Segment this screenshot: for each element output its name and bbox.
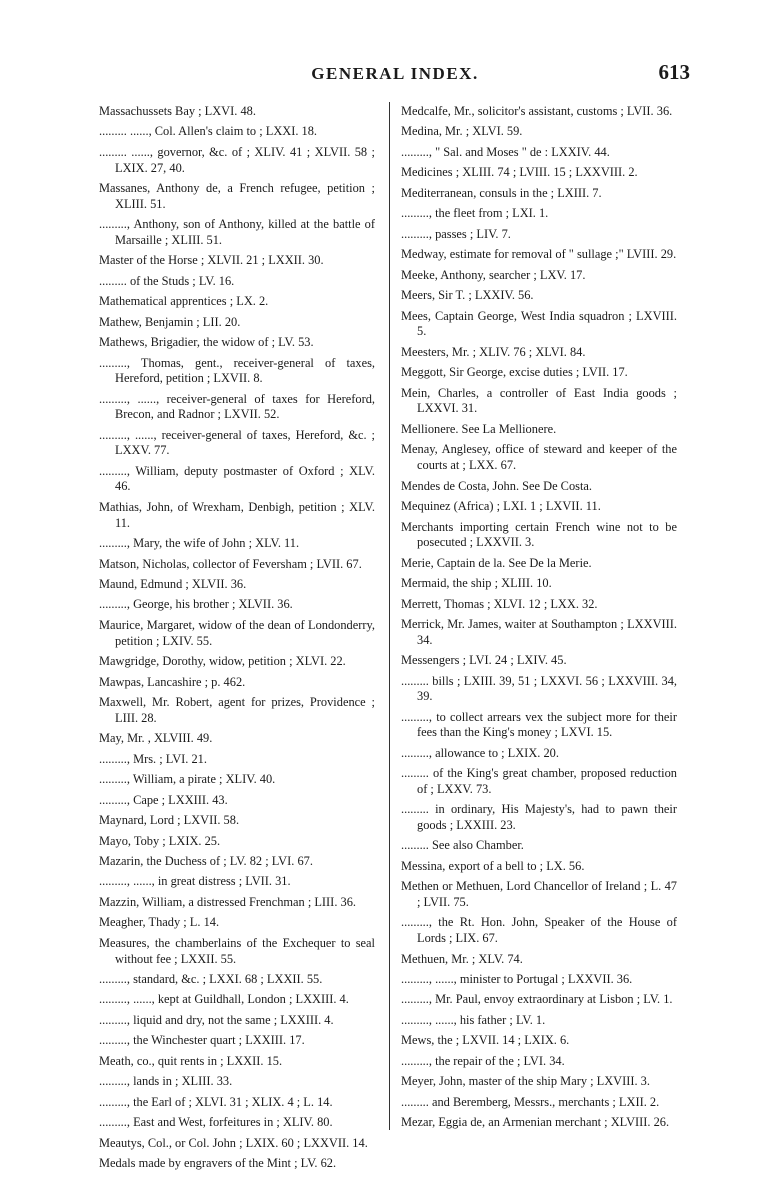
index-entry: Mathew, Benjamin ; LII. 20.	[99, 314, 241, 329]
page-number: 613	[658, 60, 690, 84]
index-entry: ......... ......, governor, &c. of ; XLIV. 41 ; XLVII. 58 ; LXIX. 27, 40.	[99, 144, 375, 175]
index-entry: Mellionere. See La Mellionere.	[401, 421, 557, 436]
index-entry: May, Mr. , XLVIII. 49.	[99, 731, 213, 746]
index-entry: Meesters, Mr. ; XLIV. 76 ; XLVI. 84.	[401, 344, 586, 359]
index-entry: ........., lands in ; XLIII. 33.	[99, 1074, 233, 1089]
index-entry: Merie, Captain de la. See De la Merie.	[401, 555, 592, 570]
index-entry: ........., the Earl of ; XLVI. 31 ; XLIX. 4 ; L. 14.	[99, 1094, 333, 1109]
index-entry: Maund, Edmund ; XLVII. 36.	[99, 576, 247, 591]
index-entry: Methuen, Mr. ; XLV. 74.	[401, 951, 523, 966]
index-entry: ........., the Winchester quart ; LXXIII. 17.	[99, 1033, 305, 1048]
index-entry: ........., " Sal. and Moses " de : LXXIV. 44.	[401, 144, 610, 159]
index-entry: ........., Cape ; LXXIII. 43.	[99, 792, 228, 807]
index-entry: ........., Anthony, son of Anthony, killed at the battle of Marsaille ; XLIII. 51.	[99, 217, 375, 247]
index-entry: ........., ......, receiver-general of taxes, Hereford, &c. ; LXXV. 77.	[99, 427, 375, 458]
index-entry: ......... See also Chamber.	[401, 838, 524, 853]
index-entry: Matson, Nicholas, collector of Feversham ; LVII. 67.	[99, 556, 362, 571]
index-entry: Meagher, Thady ; L. 14.	[99, 915, 220, 930]
index-entry: Maynard, Lord ; LXVII. 58.	[99, 813, 240, 828]
index-entry: Medals made by engravers of the Mint ; LV. 62.	[99, 1156, 337, 1171]
index-entry: ........., standard, &c. ; LXXI. 68 ; LXXII. 55.	[99, 972, 323, 986]
index-entry: Measures, the chamberlains of the Exchequer to seal without fee ; LXXII. 55.	[99, 935, 375, 966]
index-entry: Medicines ; XLIII. 74 ; LVIII. 15 ; LXXVIII. 2.	[401, 165, 638, 180]
index-entry: ........., ......, kept at Guildhall, London ; LXXIII. 4.	[99, 992, 349, 1007]
index-entry: Meeke, Anthony, searcher ; LXV. 17.	[401, 267, 586, 282]
index-entry: ........., George, his brother ; XLVII. 36.	[99, 597, 293, 612]
index-entry: Meautys, Col., or Col. John ; LXIX. 60 ; LXXVII. 14.	[99, 1135, 368, 1150]
index-entry: Mawpas, Lancashire ; p. 462.	[99, 674, 246, 689]
index-entry: ........., Mrs. ; LVI. 21.	[99, 751, 207, 766]
index-entry: Mews, the ; LXVII. 14 ; LXIX. 6.	[401, 1033, 570, 1048]
index-entry: ........., ......, his father ; LV. 1.	[401, 1012, 546, 1027]
index-entry: Merrick, Mr. James, waiter at Southampton ; LXXVIII. 34.	[401, 617, 677, 647]
index-entry: ........., East and West, forfeitures in ; XLIV. 80.	[99, 1115, 333, 1130]
index-entry: Mathews, Brigadier, the widow of ; LV. 53.	[99, 335, 314, 350]
index-entry: Medcalfe, Mr., solicitor's assistant, customs ; LVII. 36.	[401, 104, 673, 118]
index-entry: ......... in ordinary, His Majesty's, had to pawn their goods ; LXXIII. 23.	[401, 802, 677, 832]
right-column	[401, 104, 677, 1136]
index-entry: Mees, Captain George, West India squadron ; LXVIII. 5.	[401, 308, 677, 339]
index-entry: Master of the Horse ; XLVII. 21 ; LXXII. 30.	[99, 253, 324, 268]
index-entry: ........., William, deputy postmaster of Oxford ; XLV. 46.	[99, 463, 375, 494]
index-entry: Medina, Mr. ; XLVI. 59.	[401, 124, 523, 139]
index-entry: ........., liquid and dry, not the same ; LXXIII. 4.	[99, 1012, 334, 1027]
index-entry: Mayo, Toby ; LXIX. 25.	[99, 833, 221, 848]
index-entry: Mendes de Costa, John. See De Costa.	[401, 478, 592, 493]
index-entry: Meggott, Sir George, excise duties ; LVII. 17.	[401, 365, 628, 380]
index-entry: ........., ......, receiver-general of taxes for Hereford, Brecon, and Radnor ; LXVII. 52.	[99, 391, 375, 422]
index-entry: Mediterranean, consuls in the ; LXIII. 7.	[401, 185, 602, 200]
index-entry: Massachussets Bay ; LXVI. 48.	[99, 104, 256, 118]
index-entry: Mazarin, the Duchess of ; LV. 82 ; LVI. 67.	[99, 853, 313, 868]
index-entry: ........., Thomas, gent., receiver-general of taxes, Hereford, petition ; LXVII. 8.	[99, 355, 375, 386]
index-entry: ......... and Beremberg, Messrs., merchants ; LXII. 2.	[401, 1094, 660, 1109]
index-entry: Mathematical apprentices ; LX. 2.	[99, 294, 269, 309]
index-entry: Messengers ; LVI. 24 ; LXIV. 45.	[401, 653, 567, 668]
index-entry: Mawgridge, Dorothy, widow, petition ; XLVI. 22.	[99, 654, 346, 669]
index-entry: ......... of the Studs ; LV. 16.	[99, 273, 235, 288]
index-entry: ........., the fleet from ; LXI. 1.	[401, 206, 549, 221]
index-entry: Massanes, Anthony de, a French refugee, petition ; XLIII. 51.	[99, 181, 375, 211]
index-entry: Meath, co., quit rents in ; LXXII. 15.	[99, 1053, 283, 1068]
index-entry: Menay, Anglesey, office of steward and keeper of the courts at ; LXX. 67.	[401, 442, 677, 473]
index-entry: ......... ......, Col. Allen's claim to ; LXXI. 18.	[99, 124, 318, 139]
index-entry: Merchants importing certain French wine not to be posecuted ; LXXVII. 3.	[401, 519, 677, 550]
left-column	[99, 104, 375, 1177]
index-entry: ........., ......, in great distress ; LVII. 31.	[99, 874, 291, 889]
page-header	[100, 56, 690, 90]
index-entry: ........., the repair of the ; LVI. 34.	[401, 1053, 565, 1068]
index-entry: Merrett, Thomas ; XLVI. 12 ; LXX. 32.	[401, 596, 598, 611]
index-entry: ........., ......, minister to Portugal ; LXXVII. 36.	[401, 972, 633, 986]
index-entry: ........., allowance to ; LXIX. 20.	[401, 745, 559, 760]
index-entry: Messina, export of a bell to ; LX. 56.	[401, 858, 585, 873]
running-title: GENERAL INDEX.	[311, 64, 479, 83]
index-entry: ........., the Rt. Hon. John, Speaker of the House of Lords ; LIX. 67.	[401, 915, 677, 946]
index-entry: Mezar, Eggia de, an Armenian merchant ; XLVIII. 26.	[401, 1115, 670, 1130]
column-divider	[389, 102, 390, 1130]
index-entry: Methen or Methuen, Lord Chancellor of Ireland ; L. 47 ; LVII. 75.	[401, 879, 677, 909]
index-entry: Maxwell, Mr. Robert, agent for prizes, Providence ; LIII. 28.	[99, 695, 375, 725]
index-entry: Maurice, Margaret, widow of the dean of Londonderry, petition ; LXIV. 55.	[99, 617, 375, 648]
index-entry: Meyer, John, master of the ship Mary ; LXVIII. 3.	[401, 1074, 650, 1089]
index-entry: ........., Mary, the wife of John ; XLV. 11.	[99, 536, 300, 551]
index-entry: Mazzin, William, a distressed Frenchman ; LIII. 36.	[99, 894, 356, 909]
index-entry: ........., passes ; LIV. 7.	[401, 226, 511, 241]
index-entry: ........., to collect arrears vex the subject more for their fees than the King's money ; LXVI. 15.	[401, 709, 677, 740]
index-entry: Mathias, John, of Wrexham, Denbigh, petition ; XLV. 11.	[99, 499, 375, 530]
index-entry: ......... bills ; LXIII. 39, 51 ; LXXVI. 56 ; LXXVIII. 34, 39.	[401, 673, 677, 704]
index-entry: Medway, estimate for removal of " sullage ;" LVIII. 29.	[401, 247, 677, 262]
index-entry: Mein, Charles, a controller of East India goods ; LXXVI. 31.	[401, 385, 677, 416]
index-entry: Mequinez (Africa) ; LXI. 1 ; LXVII. 11.	[401, 499, 601, 514]
index-entry: ........., William, a pirate ; XLIV. 40.	[99, 772, 276, 787]
index-entry: ......... of the King's great chamber, proposed reduction of ; LXXV. 73.	[401, 766, 677, 796]
index-entry: Mermaid, the ship ; XLIII. 10.	[401, 576, 552, 591]
index-entry: Meers, Sir T. ; LXXIV. 56.	[401, 288, 534, 303]
index-entry: ........., Mr. Paul, envoy extraordinary at Lisbon ; LV. 1.	[401, 992, 673, 1007]
